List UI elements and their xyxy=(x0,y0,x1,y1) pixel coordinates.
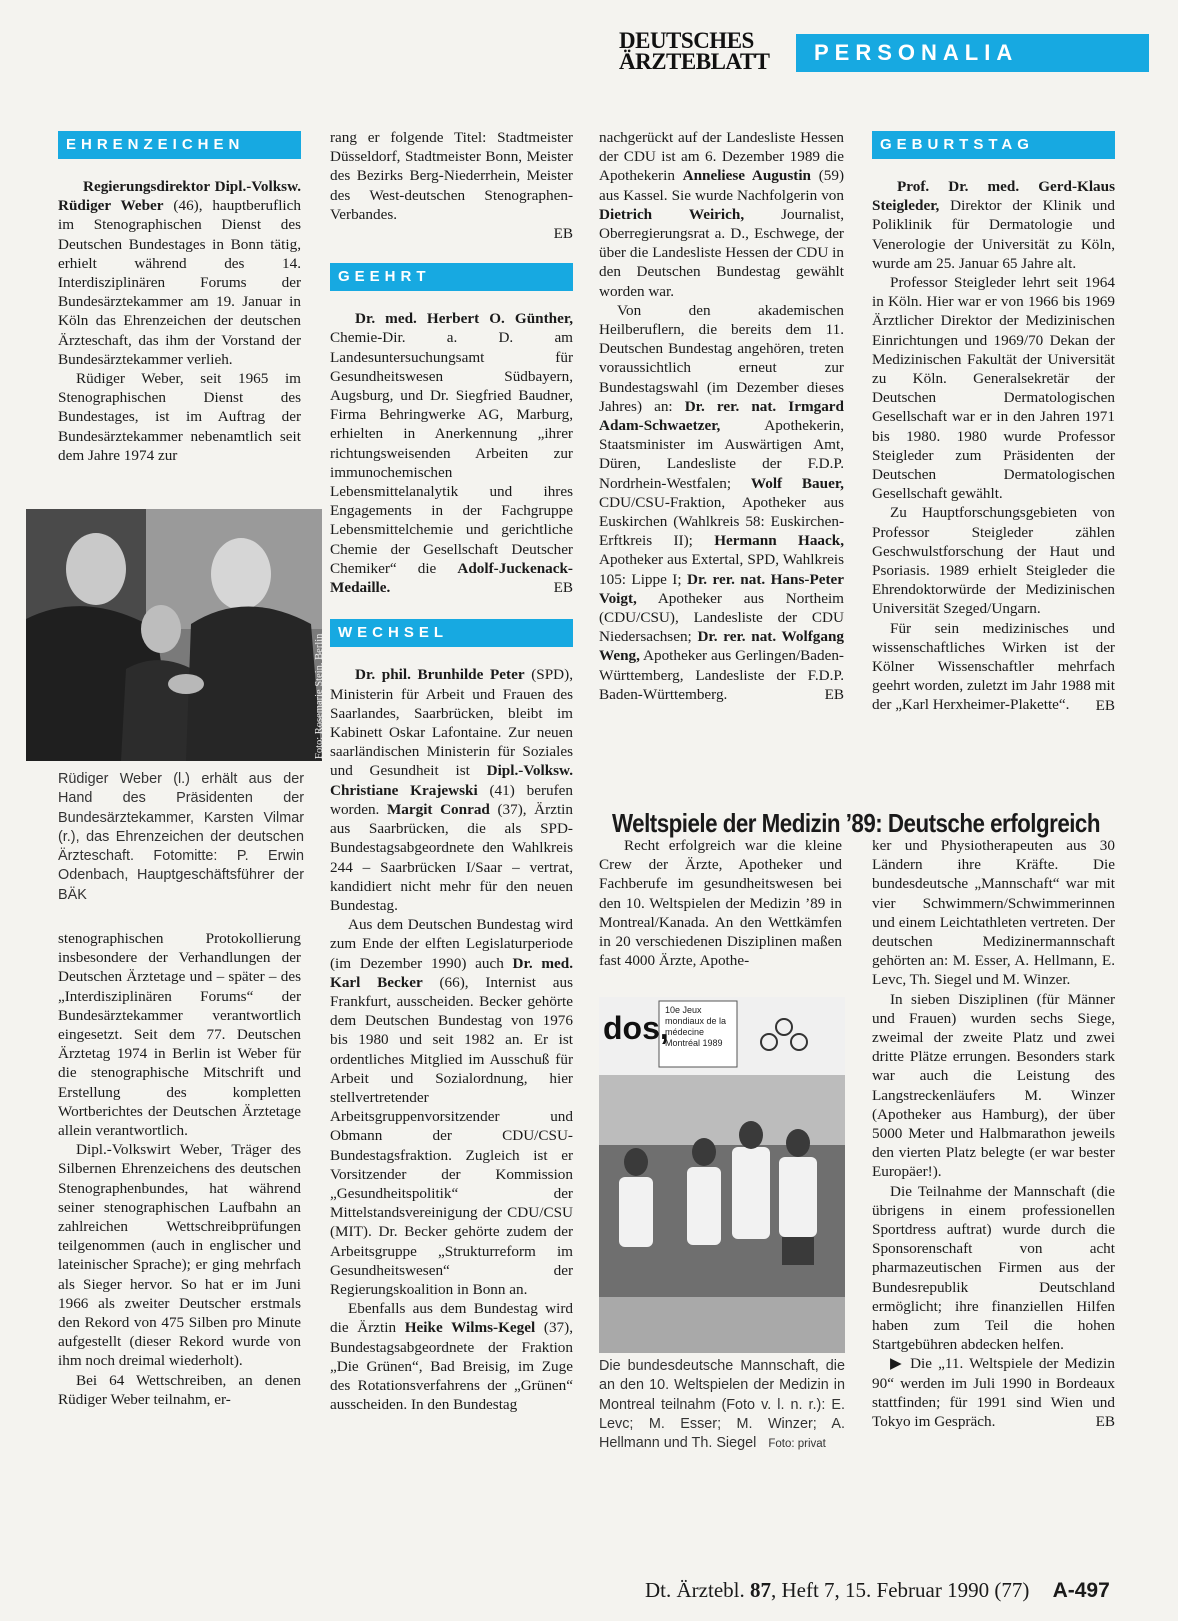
award-photo xyxy=(26,509,325,761)
tag-wechsel: WECHSEL xyxy=(330,619,573,647)
paragraph: Rüdiger Weber, seit 1965 im Stenographischen Dienst des Bundestages, ist im Auftrag der Bundesärztekammer nebenamtlich seit dem Jahre 1974 zur xyxy=(58,370,301,464)
volume-number: 87 xyxy=(749,1578,771,1602)
journal-name: Dt. Ärztebl. xyxy=(645,1578,745,1602)
tag-ehrenzeichen: EHRENZEICHEN xyxy=(58,131,301,159)
column-ehrenzeichen-cont xyxy=(58,929,301,1409)
name-weber: Regierungsdirektor Dipl.-Volksw. Rüdiger Weber xyxy=(58,178,301,215)
paragraph: stenographischen Protokollierung insbesondere der Verhandlungen der Deutschen Ärztetage und – später – des „Interdisziplinären Forums“ der Bundesärztekammer verantwortlich eingesetzt. Seit dem 77. Deutschen Ärztetag 1974 in Berlin ist Weber für die stenographische Mitschrift und Erstellung des kompletten Wortberichtes der Deutschen Ärztetage allein verantwortlich. xyxy=(58,930,301,1140)
paragraph: Professor Steigleder lehrt seit 1964 in Köln. Hier war er von 1966 bis 1969 Ärztlicher Direktor der Medizinischen Einrichtungen und 1969/70 Dekan der Medizinischen Fakultät der Universität zu Köln. Generalsekretär der Deutschen Dermatologischen Gesellschaft war er in den Jahren 1971 bis 1980. 1980 wurde Professor Steigleder zum Präsidenten der Deutschen Dermatologischen Gesellschaft gewählt. xyxy=(872,274,1115,503)
column-ehrenzeichen: EHRENZEICHEN Regierungsdirektor Dipl.-Volksw. Rüdiger Weber (46), hauptberuflich im Stenographischen Dienst des Deutschen Bundestages in Bonn tätig, erhielt während des 14. Interdisziplinären Forums der Bundesärztekammer am 19. Januar in Köln das Ehrenzeichen der deutschen Ärzteschaft, das ihm der Vorstand der Bundesärztekammer verlieh. Rüdiger Weber, seit 1965 im Stenographischen Dienst des Bundestages, ist im Auftrag der Bundesärztekammer nebenamtlich seit dem Jahre 1974 zur xyxy=(58,131,301,465)
column-geehrt-wechsel: rang er folgende Titel: Stadtmeister Düsseldorf, Stadtmeister Bonn, Meister des Bezirks Berg-Niederrhein, Meister des West-deutschen Stenographen-Verbandes. EB GEEHRT Dr. med. Herbert O. Günther, Chemie-Dir. a. D. am Landesuntersuchungsamt für Gesundheitswesen Südbayern, Augsburg, und Dr. Siegfried Baudner, Firma Behringwerke AG, Marburg, erhielten in Anerkennung „ihrer richtungsweisenden Arbeiten zur immunochemischen Lebensmittelanalytik und ihres Engagements in der Fachgruppe Lebensmittelchemie und gerichtliche Chemie der Gesellschaft Deutscher Chemiker“ die Adolf-Juckenack-Medaille. EB WECHSEL Dr. phil. Brunhilde Peter (SPD), Ministerin für Arbeit und Frauen des Saarlandes, Saarbrücken, bleibt im Kabinett Oskar Lafontaine. Zur neuen saarländischen Ministerin für Soziales und Gesundheit ist Dipl.-Volksw. Christiane Krajewski (41) berufen worden. Margit Conrad (37), Ärztin aus Saarbrücken, die als SPD-Bundestagsabgeordnete den Wahlkreis 244 – Saarbrücken I/Saar – vertrat, kandidiert nicht mehr für den neuen Bundestag. Aus dem Deutschen Bundestag wird zum Ende der elften Legislaturperiode (im Dezember 1990) auch Dr. med. Karl Becker (66), Internist aus Frankfurt, ausscheiden. Becker gehörte dem Deutschen Bundestag von 1976 bis 1980 und seit 1982 an. Er ist ordentliches Mitglied im Ausschuß für Arbeit und Sozialordnung, hier stellvertretender Arbeitsgruppenvorsitzender und Obmann der CDU/CSU-Bundestagsfraktion. Zugleich ist er Vorsitzender der Kommission „Gesundheitspolitik“ der Mittelstandsvereinigung der CDU/CSU (MIT). Dr. Becker gehörte zudem der Arbeitsgruppe „Strukturreform im Gesundheitswesen“ der Regierungskoalition in Bonn an. Ebenfalls aus dem Bundestag wird die Ärztin Heike Wilms-Kegel (37), Bundestagsabgeordnete der Fraktion „Die Grünen“, Bad Breisig, im Zuge des Rotationsverfahrens der „Grünen“ ausscheiden. In den Bundestag xyxy=(330,129,573,1414)
issue-date: , Heft 7, 15. Februar 1990 (77) xyxy=(770,1578,1030,1602)
article-lead: Recht erfolgreich war die kleine Crew der Ärzte, Apotheker und Fachberufe im gesundheitswesen bei den 10. Weltspielen der Medizin ’89 in Montreal/Kanada. An den Wettkämfen in 20 verschiedenen Disziplinen maßen fast 4000 Ärzte, Apothe- xyxy=(599,837,842,970)
photo-credit: Foto: Rosemarie Stein, Berlin xyxy=(314,633,325,759)
photo-credit: Foto: privat xyxy=(768,1438,826,1451)
column-bundestag: nachgerückt auf der Landesliste Hessen der CDU ist am 6. Dezember 1989 die Apothekerin Anneliese Augustin (59) aus Kassel. Sie wurde Nachfolgerin von Dietrich Weirich, Journalist, Oberregierungsrat a. D., Eschwege, der über die Landesliste Hessen der CDU in den Deutschen Bundestag gewählt worden war. Von den akademischen Heilberuflern, die bereits dem 11. Deutschen Bundestag angehören, treten voraussichtlich erneut zur Bundestagswahl (im Dezember dieses Jahres) an: Dr. rer. nat. Irmgard Adam-Schwaetzer, Apothekerin, Staatsminister im Auswärtigen Amt, Düren, Landesliste der F.D.P. Nordrhein-Westfalen; Wolf Bauer, CDU/CSU-Fraktion, Apotheker aus Euskirchen (Wahlkreis 58: Euskirchen-Erftkreis II); Hermann Haack, Apotheker aus Extertal, SPD, Wahlkreis 105: Lippe I; Dr. rer. nat. Hans-Peter Voigt, Apotheker aus Northeim (CDU/CSU), Landesliste der CDU Niedersachsen; Dr. rer. nat. Wolfgang Weng, Apotheker aus Gerlingen/Baden-Württemberg, Landesliste der F.D.P. Baden-Württemberg. EB xyxy=(599,129,845,704)
paragraph: Dipl.-Volkswirt Weber, Träger des Silbernen Ehrenzeichens des deutschen Stenographenbundes, hat während seiner stenographischen Laufbahn an zahlreichen Wettschreibprüfungen teilgenommen (auch in englischer und lateinischer Sprache); er ging mehrfach als Sieger hervor. So hat er im Juni 1966 als zweiter Deutscher erstmals den Rekord von 475 Silben pro Minute aufgestellt (dieser Rekord wurde von ihm noch dreimal wiederholt). xyxy=(58,1141,301,1370)
author-signature: EB xyxy=(553,225,573,243)
team-photo xyxy=(599,997,845,1353)
article-headline: Weltspiele der Medizin ’89: Deutsche erfolgreich xyxy=(612,808,1100,838)
author-signature: EB xyxy=(1095,1413,1115,1431)
paragraph: rang er folgende Titel: Stadtmeister Düsseldorf, Stadtmeister Bonn, Meister des Bezirks Berg-Niederrhein, Meister des West-deutschen Stenographen-Verbandes. xyxy=(330,129,573,223)
tag-geburtstag: GEBURTSTAG xyxy=(872,131,1115,159)
section-title: PERSONALIA xyxy=(796,34,1149,72)
article-body: ker und Physiotherapeuten aus 30 Ländern ihre Kräfte. Die bundesdeutsche „Mannschaft“ war mit vier Schwimmern/Schwimmerinnen und einem Leichtathleten vertreten. Der deutschen Medizinermannschaft gehörten an: M. Esser, A. Hellmann, E. Levc, Th. Siegel und M. Winzer. In sieben Disziplinen (für Männer und Frauen) wurden sechs Siege, zweimal der zweite Platz und zwei dritte Plätze errungen. Besonders stark war auch die Leistung des Langstreckenläufers M. Winzer (Apotheker aus Hamburg), der über 5000 Meter und Halbmarathon jeweils den vierten Platz belegte (er war bester Europäer!). Die Teilnahme der Mannschaft (die übrigens in einem professionellen Sportdress auftrat) wurde durch die Sponsorenschaft von acht pharmazeutischen Firmen aus der Bundesrepublik Deutschland ermöglicht; ihre finanziellen Hilfen haben zum Teil die hohen Startgebühren abdecken helfen. ▶ Die „11. Weltspiele der Medizin 90“ werden im Juli 1990 in Bordeaux stattfinden; für 1991 sind Wien und Tokyo im Gespräch. EB xyxy=(872,837,1115,1431)
masthead-line-2: ÄRZTEBLATT xyxy=(619,49,770,74)
arrow-icon: ▶ xyxy=(890,1355,904,1373)
page-footer xyxy=(645,1578,1150,1603)
paragraph: Bei 64 Wettschreiben, an denen Rüdiger Weber teilnahm, er- xyxy=(58,1371,301,1408)
team-photo-caption: Die bundesdeutsche Mannschaft, die an den 10. Weltspielen der Medizin in Montreal teilnahm (Foto v. l. n. r.): E. Levc; M. Esser; M. Winzer; A. Hellmann und Th. Siegel Foto: privat xyxy=(599,1358,845,1452)
award-photo-image xyxy=(26,509,322,761)
page-number: A-497 xyxy=(1052,1579,1110,1602)
award-photo-caption: Rüdiger Weber (l.) erhält aus der Hand des Präsidenten der Bundesärztekammer, Karsten Vilmar (r.), das Ehrenzeichen der deutschen Ärzteschaft. Fotomitte: P. Erwin Odenbach, Hauptgeschäftsführer der BÄK xyxy=(58,771,304,903)
team-photo-image xyxy=(599,997,845,1353)
paragraph: Für sein medizinisches und wissenschaftliches Wirken ist der Kölner Wissenschaftler mehrfach geehrt worden, zuletzt im Jahr 1988 mit der „Karl Herxheimer-Plakette“. xyxy=(872,619,1115,714)
banner-word: dos, xyxy=(603,1010,669,1046)
author-signature: EB xyxy=(1095,696,1115,714)
column-geburtstag: GEBURTSTAG Prof. Dr. med. Gerd-Klaus Steigleder, Direktor der Klinik und Poliklinik für Dermatologie und Venerologie der Universität zu Köln, wurde am 25. Januar 65 Jahre alt. Professor Steigleder lehrt seit 1964 in Köln. Hier war er von 1966 bis 1969 Ärztlicher Direktor der Medizinischen Einrichtungen und 1969/70 Dekan der Medizinischen Fakultät der Universität zu Köln. Generalsekretär der Deutschen Dermatologischen Gesellschaft war er in den Jahren 1971 bis 1980. 1980 wurde Professor Steigleder zum Präsidenten der Deutschen Dermatologischen Gesellschaft gewählt. Zu Hauptforschungsgebieten von Professor Steigleder zählen Geschwulstforschung der Haut und Psoriasis. 1989 erhielt Steigleder die Ehrendoktorwürde der Medizinischen Universität Szeged/Ungarn. Für sein medizinisches und wissenschaftliches Wirken ist der Kölner Wissenschaftler mehrfach geehrt worden, zuletzt im Jahr 1988 mit der „Karl Herxheimer-Plakette“. EB xyxy=(872,131,1115,715)
paragraph: Zu Hauptforschungsgebieten von Professor Steigleder zählen Geschwulstforschung der Haut und Psoriasis. 1989 erhielt Steigleder die Ehrendoktorwürde der Medizinischen Universität Szeged/Ungarn. xyxy=(872,504,1115,618)
author-signature: EB xyxy=(553,579,573,597)
masthead xyxy=(619,30,789,72)
tag-geehrt: GEEHRT xyxy=(330,263,573,291)
masthead-line-1: DEUTSCHES xyxy=(619,28,754,53)
author-signature: EB xyxy=(824,686,844,704)
banner-text: 10e Jeux mondiaux de la médecine Montréal 1989 xyxy=(665,1005,727,1048)
